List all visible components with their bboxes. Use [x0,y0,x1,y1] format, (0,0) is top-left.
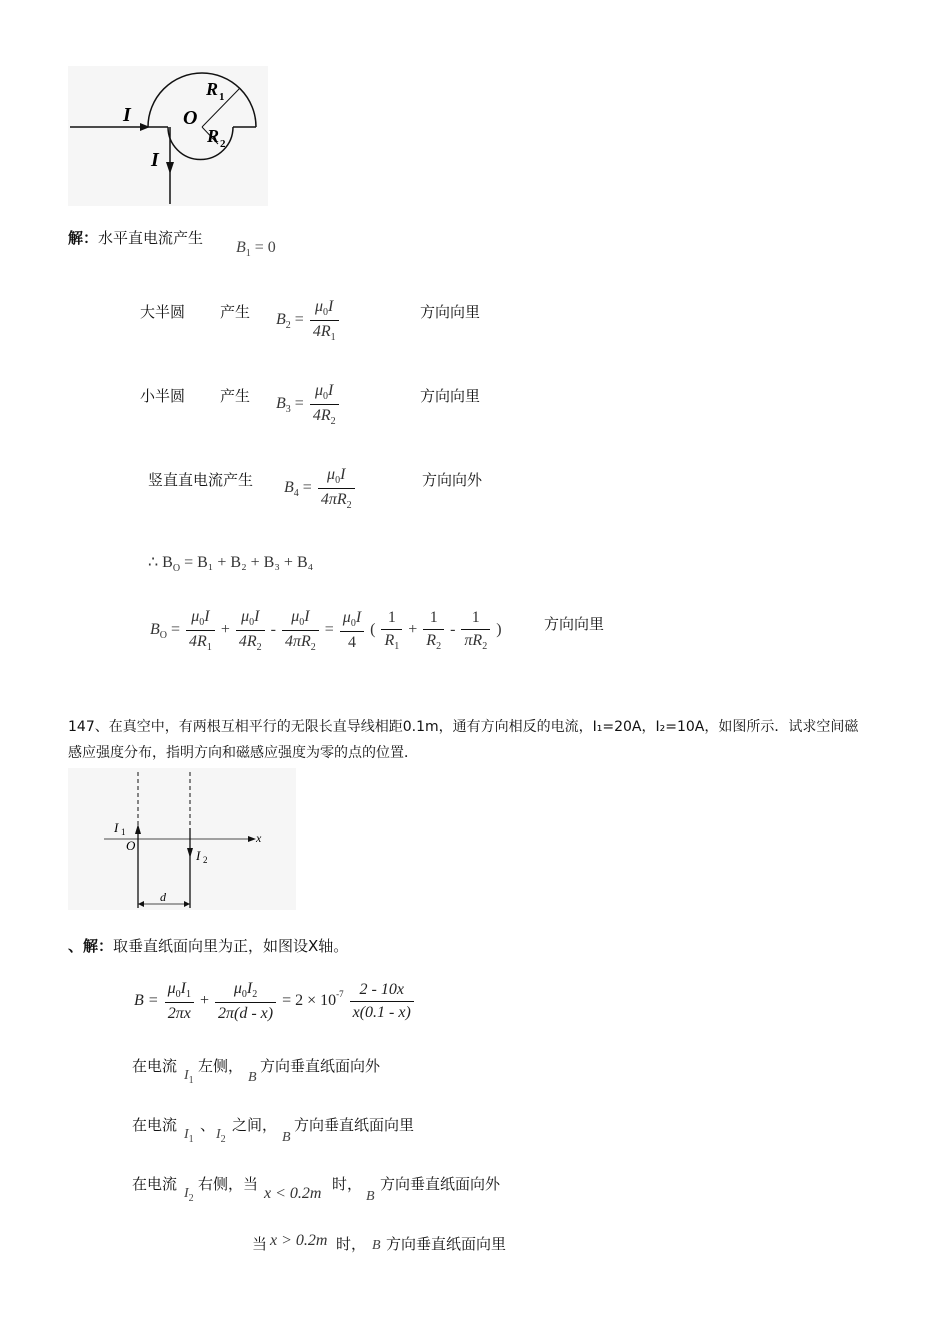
small-semicircle-label: 小半圆 [140,387,186,405]
left-dir: 方向垂直纸面向外 [260,1057,381,1075]
sol2-intro-line [68,935,348,956]
left-I1: $I_1$ [184,1068,194,1086]
figure-parallel-wires [68,768,296,910]
figure-semicircle-loop [68,66,268,206]
fig2-label-I1-sub: 1 [121,827,126,837]
q147-line2: 感应强度分布，指明方向和磁感应强度为零的点的位置． [68,745,418,761]
dir-b4: 方向向外 [422,471,483,489]
sol2-intro: 取垂直纸面向里为正，如图设X轴。 [113,937,349,955]
right-dir: 方向垂直纸面向外 [380,1175,501,1193]
fig2-label-O: O [126,838,136,853]
right-cond: x < 0.2m [264,1185,322,1202]
sol1-line1-text: 水平直电流产生 [98,229,204,247]
between-I1: $I_1$ [184,1127,194,1145]
eq-b2: $B_2$ = $\frac{\mu_0I}{4R_1}$ [276,298,341,343]
right2-when: 时， [336,1235,367,1253]
left-mid: 左侧， [198,1057,244,1075]
sol2-prefix: 、解： [68,937,114,955]
dir-final: 方向向里 [544,615,605,633]
fig1-label-R2-sub: 2 [220,138,226,150]
right-prefix: 在电流 [132,1175,178,1193]
between-I2: $I_2$ [216,1127,226,1145]
right-when: 时， [332,1175,363,1193]
left-prefix: 在电流 [132,1057,178,1075]
sol1-line1 [68,227,203,248]
eq-b4: $B_4$ = $\frac{\mu_0I}{4\pi R_2}$ [284,466,357,511]
fig2-label-I2: I [196,848,201,863]
right2-cond: x > 0.2m [270,1232,328,1249]
right-mid: 右侧，当 [198,1175,259,1193]
eq-final: $B_O$ = $\frac{\mu_0I}{4R_1}$ + $\frac{\mu_0I}{4R_2}$ - $\frac{\mu_0I}{4\pi R_2}$ = $\frac{\mu_0I}{4}$ ( $\frac{1}{R_1}$ + $\frac{1}{R_2}$ - $\frac{1}{\pi R_2}$ ) [150,608,502,653]
q147-line1: 147、在真空中，有两根互相平行的无限长直导线相距0.1m，通有方向相反的电流，I₁=20A，I₂=10A，如图所示．试求空间磁 [68,719,859,735]
left-B: B [248,1070,257,1085]
sol1-prefix: 解： [68,229,99,247]
dir-b3: 方向向里 [420,387,481,405]
right2-dir: 方向垂直纸面向里 [386,1235,507,1253]
produce-label-2: 产生 [220,387,251,405]
vertical-current-label: 竖直直电流产生 [148,471,254,489]
right-I2: $I_2$ [184,1186,194,1204]
fig2-label-I1: I [114,820,119,835]
fig2-label-I2-sub: 2 [203,855,208,865]
fig1-label-O: O [183,107,198,129]
between-prefix: 在电流 [132,1116,178,1134]
fig1-label-R1: R [206,79,219,99]
eq-b-distribution: B = $\frac{\mu_0I_1}{2\pi x}$ + $\frac{\mu_0I_2}{2\pi(d - x)}$ = $2 \times 10^{-7}$ $\frac{2 - 10x}{x(0.1 - x)}$ [134,980,416,1023]
right2-B: B [372,1238,381,1253]
between-dir: 方向垂直纸面向里 [294,1116,415,1134]
between-sep: 、 [200,1116,216,1134]
between-B: B [282,1130,291,1145]
right-B: B [366,1189,375,1204]
fig1-label-I-bottom: I [151,149,159,171]
fig1-label-I-top: I [123,104,131,126]
eq-b1: $B_1 = 0$ [236,239,276,259]
between-mid: 之间， [232,1116,278,1134]
fig2-label-d: d [160,890,166,904]
eq-b3: $B_3$ = $\frac{\mu_0I}{4R_2}$ [276,382,341,427]
fig2-label-x: x [256,831,262,845]
fig1-label-R1-sub: 1 [219,91,225,103]
big-semicircle-label: 大半圆 [140,303,186,321]
dir-b2: 方向向里 [420,303,481,321]
eq-therefore: ∴ $B_O = B_1 + B_2 + B_3 + B_4$ [148,554,314,574]
fig1-label-R2: R [207,126,220,146]
right2-prefix: 当 [252,1235,268,1253]
produce-label-1: 产生 [220,303,251,321]
